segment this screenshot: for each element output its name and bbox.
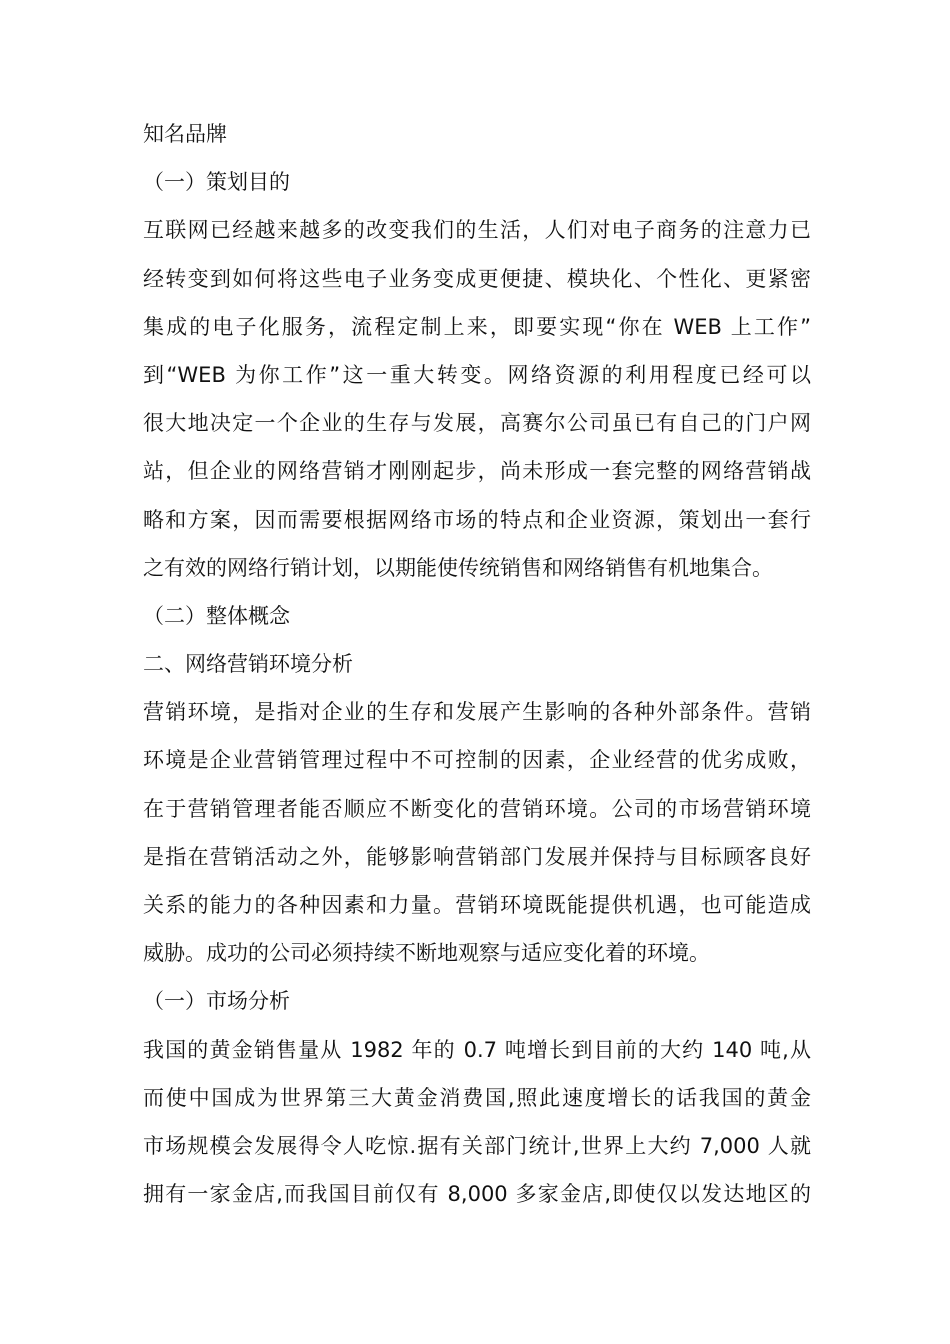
paragraph-line: 我国的黄金销售量从 1982 年的 0.7 吨增长到目前的大约 140 吨,从 [143,1037,811,1062]
section-heading-brand: 知名品牌 [143,122,227,146]
paragraph-line: 到“WEB 为你工作”这一重大转变。网络资源的利用程度已经可以 [143,362,811,387]
paragraph-line: 威胁。成功的公司必须持续不断地观察与适应变化着的环境。 [143,941,710,966]
paragraph-line: 市场规模会发展得令人吃惊.据有关部门统计,世界上大约 7,000 人就 [143,1133,811,1158]
paragraph-line: 站，但企业的网络营销才刚刚起步，尚未形成一套完整的网络营销战 [143,459,811,484]
paragraph-line: 营销环境，是指对企业的生存和发展产生影响的各种外部条件。营销 [143,700,811,725]
paragraph-line: 之有效的网络行销计划，以期能使传统销售和网络销售有机地集合。 [143,555,773,580]
paragraph-line: 环境是企业营销管理过程中不可控制的因素，企业经营的优劣成败， [143,748,811,773]
paragraph-line: 是指在营销活动之外，能够影响营销部门发展并保持与目标顾客良好 [143,844,811,869]
paragraph-line: 而使中国成为世界第三大黄金消费国,照此速度增长的话我国的黄金 [143,1085,811,1110]
paragraph-line: 关系的能力的各种因素和力量。营销环境既能提供机遇，也可能造成 [143,893,811,917]
paragraph-line: 集成的电子化服务，流程定制上来，即要实现“你在 WEB 上工作” [143,314,811,339]
paragraph-line: 拥有一家金店,而我国目前仅有 8,000 多家金店,即使仅以发达地区的 [143,1182,811,1207]
subheading-planning-purpose: （一）策划目的 [143,170,290,195]
paragraph-line: 经转变到如何将这些电子业务变成更便捷、模块化、个性化、更紧密 [143,266,811,291]
paragraph-line: 在于营销管理者能否顺应不断变化的营销环境。公司的市场营销环境 [143,796,811,821]
subheading-market-analysis: （一）市场分析 [143,989,290,1014]
paragraph-line: 互联网已经越来越多的改变我们的生活，人们对电子商务的注意力已 [143,218,811,243]
section-heading-environment-analysis: 二、网络营销环境分析 [143,652,353,677]
paragraph-line: 很大地决定一个企业的生存与发展，高赛尔公司虽已有自己的门户网 [143,411,811,436]
document-page [143,110,811,1218]
subheading-overall-concept: （二）整体概念 [143,603,290,628]
paragraph-line: 略和方案，因而需要根据网络市场的特点和企业资源，策划出一套行 [143,507,811,532]
